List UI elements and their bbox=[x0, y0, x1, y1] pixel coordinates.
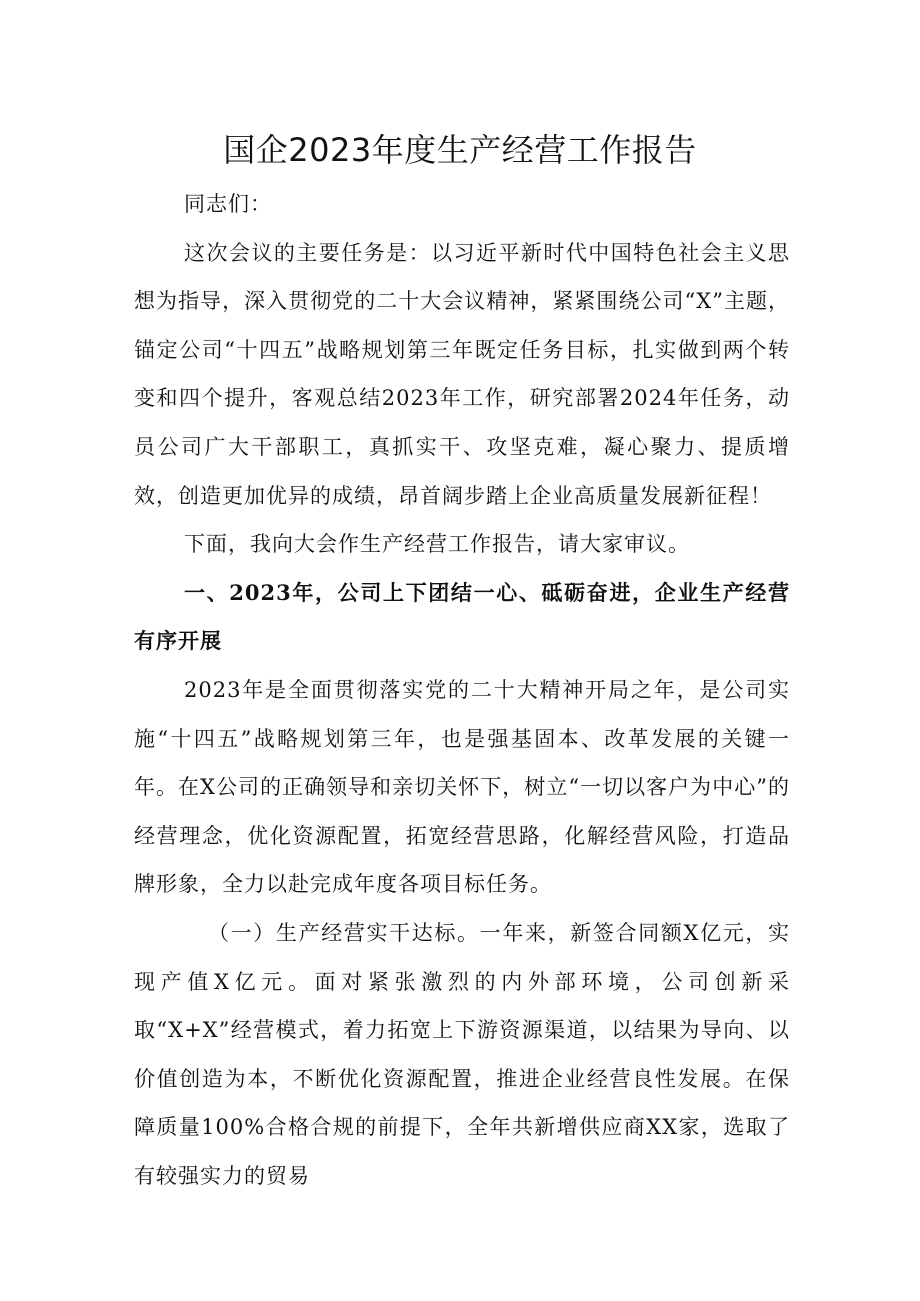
paragraph-production-results: （一）生产经营实干达标。一年来，新签合同额X亿元，实现产值X亿元。面对紧张激烈的内外部环境，公司创新采取“X+X”经营模式，着力拓宽上下游资源渠道，以结果为导向、以价值创造为本，不断优化资源配置，推进企业经营良性发展。在保障质量100%合格合规的前提下，全年共新增供应商XX家，选取了有较强实力的贸易 bbox=[134, 920, 790, 1188]
paragraph-report-intro: 下面，我向大会作生产经营工作报告，请大家审议。 bbox=[184, 532, 690, 557]
salutation: 同志们： bbox=[184, 192, 272, 216]
document-body bbox=[134, 180, 790, 1200]
paragraph-meeting-task: 这次会议的主要任务是：以习近平新时代中国特色社会主义思想为指导，深入贯彻党的二十大会议精神，紧紧围绕公司“X”主题，锚定公司“十四五”战略规划第三年既定任务目标，扎实做到两个转变和四个提升，客观总结2023年工作，研究部署2024年任务，动员公司广大干部职工，真抓实干、攻坚克难，凝心聚力、提质增效，创造更加优异的成绩，昂首阔步踏上企业高质量发展新征程！ bbox=[134, 240, 790, 508]
paragraph-2023-overview: 2023年是全面贯彻落实党的二十大精神开局之年，是公司实施“十四五”战略规划第三年，也是强基固本、改革发展的关键一年。在X公司的正确领导和亲切关怀下，树立“一切以客户为中心”的经营理念，优化资源配置，拓宽经营思路，化解经营风险，打造品牌形象，全力以赴完成年度各项目标任务。 bbox=[134, 677, 790, 897]
document-title: 国企2023年度生产经营工作报告 bbox=[223, 131, 697, 169]
section-heading-1: 一、2023年，公司上下团结一心、砥砺奋进，企业生产经营有序开展 bbox=[134, 579, 790, 654]
